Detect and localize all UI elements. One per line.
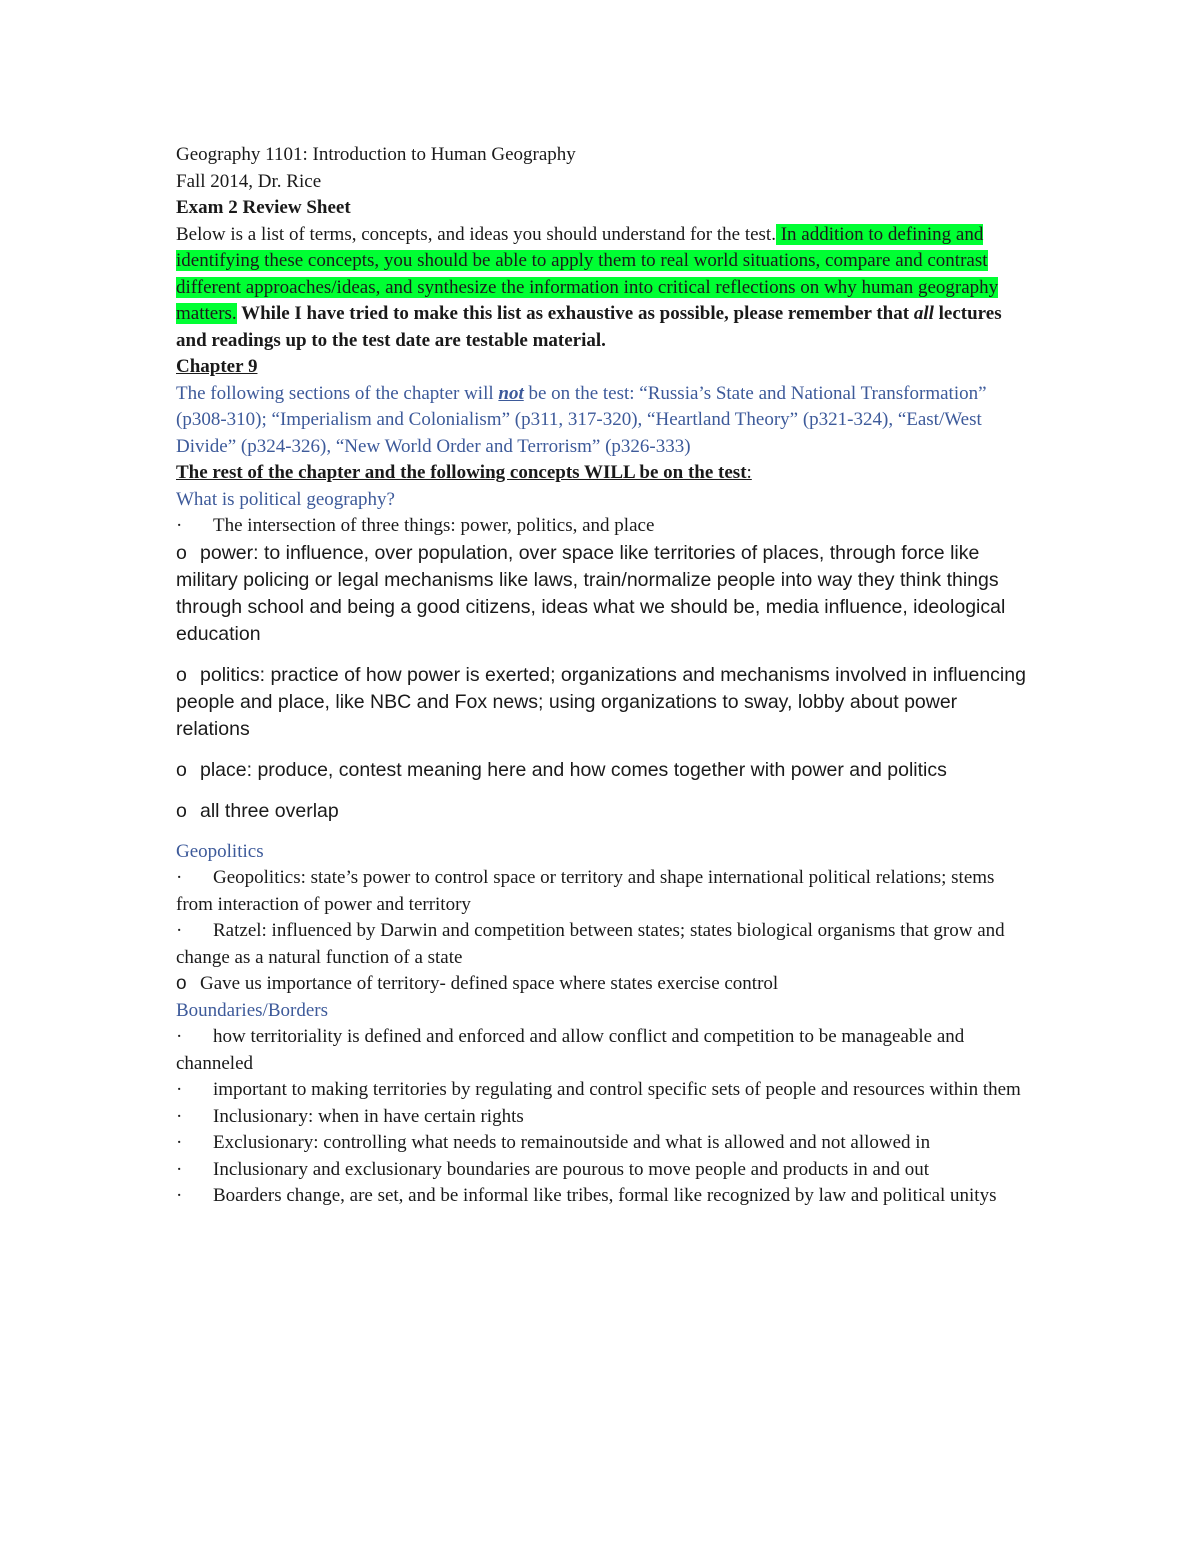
bullet-icon: · [176, 867, 183, 888]
list-item [176, 513, 1026, 540]
list-item-text: how territoriality is defined and enforced and allow conflict and competition to be manageable and channeled [176, 1026, 965, 1074]
section-heading-borders: Boundaries/Borders [176, 999, 328, 1021]
sub-item-power [176, 540, 1026, 648]
sub-item-text: place: produce, contest meaning here and how comes together with power and politics [200, 758, 947, 781]
circle-bullet-icon: o [176, 973, 187, 994]
intro-paragraph [176, 222, 1026, 355]
intro-highlighted: In addition to defining and identifying these concepts, you should be able to apply them to real world situations, compare and contrast different approaches/ideas, and synthesize the information into critical reflections on why human geography matters. [176, 223, 999, 324]
list-item-text: Geopolitics: state’s power to control space or territory and shape international political relations; stems from interaction of power and territory [176, 867, 995, 915]
bullet-icon: · [176, 1026, 183, 1047]
list-item [176, 1157, 1026, 1184]
list-item [176, 1077, 1026, 1104]
list-item-text: Boarders change, are set, and be informal like tribes, formal like recognized by law and political unitys [213, 1185, 997, 1206]
list-item [176, 918, 1026, 971]
sub-item-text: power: to influence, over population, over space like territories of places, through force like military policing or legal mechanisms like laws, train/normalize people into way they think things through school and being a good citizens, ideas what we should be, media influence, ideological education [176, 541, 1006, 645]
intro-plain: Below is a list of terms, concepts, and ideas you should understand for the test. [176, 223, 776, 245]
bullet-icon: · [176, 1158, 183, 1180]
excluded-a: The following sections of the chapter will [176, 382, 499, 404]
list-item-text: Ratzel: influenced by Darwin and competition between states; states biological organisms that grow and change as a natural function of a state [176, 920, 1005, 968]
sub-item-overlap [176, 798, 1026, 825]
sub-item-text: politics: practice of how power is exerted; organizations and mechanisms involved in influencing people and place, like NBC and Fox news; using organizations to sway, lobby about power relations [176, 663, 1026, 740]
list-item-text: The intersection of three things: power, politics, and place [213, 515, 655, 536]
bullet-icon: · [176, 920, 183, 941]
excluded-b: be on the test: “Russia’s State and National Transformation” (p308-310); “Imperialism and Colonialism” (p311, 317-320), “Heartland Theory” (p321-324), “East/West Divide” (p324-326), “New World Order and Terrorism” (p326-333) [176, 382, 987, 457]
list-item-text: Exclusionary: controlling what needs to remainoutside and what is allowed and not allowed in [213, 1132, 931, 1153]
section-heading-political: What is political geography? [176, 488, 395, 510]
circle-bullet-icon: o [176, 758, 187, 781]
circle-bullet-icon: o [176, 541, 187, 564]
intro-bold-all: all [913, 303, 934, 324]
list-item [176, 1183, 1026, 1210]
document-page [176, 142, 1026, 1210]
bullet-icon: · [176, 1132, 183, 1153]
circle-bullet-icon: o [176, 799, 187, 822]
excluded-sections [176, 381, 1026, 461]
bullet-icon: · [176, 1079, 183, 1100]
rest-heading-line [176, 460, 1026, 487]
list-item [176, 1130, 1026, 1157]
term-instructor: Fall 2014, Dr. Rice [176, 170, 322, 192]
sub-item-text: all three overlap [200, 799, 339, 822]
list-item [176, 1104, 1026, 1131]
excluded-not: not [498, 382, 524, 404]
sub-item-text: Gave us importance of territory- defined space where states exercise control [200, 973, 779, 994]
sub-item-politics [176, 662, 1026, 743]
list-item [176, 1024, 1026, 1077]
circle-bullet-icon: o [176, 663, 187, 686]
bullet-icon: · [176, 1185, 183, 1206]
course-title: Geography 1101: Introduction to Human Geography [176, 144, 576, 165]
intro-bold-b: lectures and readings up to the test date are testable material. [176, 303, 1002, 351]
sub-item-place [176, 757, 1026, 784]
section-heading-geopolitics: Geopolitics [176, 840, 264, 862]
bullet-icon: · [176, 515, 183, 536]
sheet-title: Exam 2 Review Sheet [176, 197, 351, 218]
list-item [176, 865, 1026, 918]
list-item-text: Inclusionary and exclusionary boundaries are pourous to move people and products in and out [213, 1158, 930, 1180]
bullet-icon: · [176, 1105, 183, 1127]
chapter-heading: Chapter 9 [176, 356, 258, 377]
list-item-text: Inclusionary: when in have certain rights [213, 1105, 524, 1127]
intro-bold-a: While I have tried to make this list as exhaustive as possible, please remember that [236, 303, 914, 324]
list-item-text: important to making territories by regulating and control specific sets of people and resources within them [213, 1079, 1021, 1100]
sub-item-territory [176, 971, 1026, 998]
rest-heading: The rest of the chapter and the following concepts WILL be on the test [176, 462, 747, 483]
rest-colon: : [746, 462, 752, 483]
